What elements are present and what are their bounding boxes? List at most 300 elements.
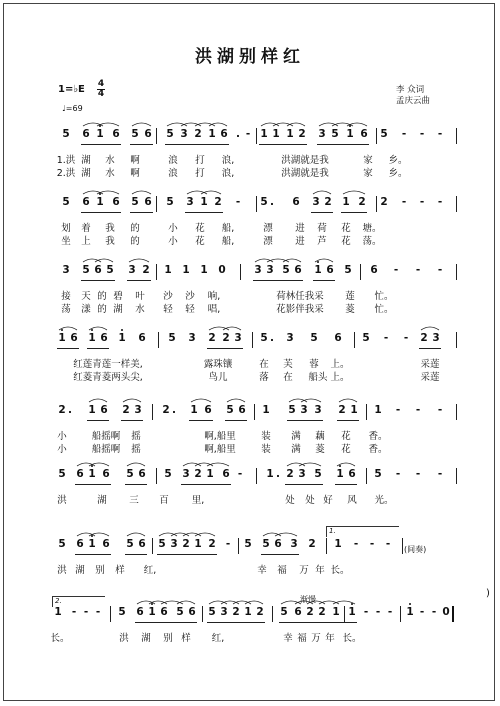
notation-row bbox=[0, 196, 500, 216]
note: 5 bbox=[62, 196, 70, 208]
lyric-word: 水 bbox=[105, 155, 115, 166]
beam-line bbox=[189, 420, 213, 421]
note: 3 bbox=[128, 264, 136, 276]
note: 1 bbox=[96, 128, 104, 140]
lyric-word: 洪湖就是我 bbox=[281, 168, 329, 179]
bar-line bbox=[344, 606, 345, 622]
lyric-word: 福 bbox=[297, 633, 307, 644]
lyric-word: 幸 bbox=[257, 565, 267, 576]
bar-line bbox=[456, 468, 457, 484]
note: 5 bbox=[362, 332, 370, 344]
lyric-word: 忙。 bbox=[374, 304, 394, 315]
lyric-word: 的 bbox=[130, 223, 140, 234]
volta-second: 2. bbox=[52, 596, 105, 607]
lyric-word: 小 bbox=[168, 223, 178, 234]
note: 5 bbox=[380, 128, 388, 140]
note: 2 bbox=[194, 128, 202, 140]
note: - bbox=[393, 264, 399, 276]
note: - bbox=[419, 128, 425, 140]
lyric-word: 别 bbox=[95, 565, 105, 576]
lyric-word: 花 bbox=[341, 431, 351, 442]
note: 6 bbox=[334, 332, 342, 344]
note: 1 bbox=[54, 606, 62, 618]
beam-line bbox=[57, 348, 79, 349]
note: 5 bbox=[310, 332, 318, 344]
lyric-word: 浪 bbox=[168, 155, 178, 166]
note: - bbox=[395, 404, 401, 416]
lyric-word: 满 bbox=[291, 444, 301, 455]
lyric-word: 我 bbox=[105, 223, 115, 234]
lyric-word: 2.洪 bbox=[56, 168, 76, 179]
lyric-word: 小 bbox=[57, 431, 67, 442]
final-bar bbox=[452, 606, 454, 622]
beam-line bbox=[345, 144, 369, 145]
note: 1 bbox=[164, 264, 172, 276]
beam-line bbox=[175, 622, 197, 623]
note: 2 bbox=[194, 468, 202, 480]
lyric-word: 进 bbox=[295, 236, 305, 247]
lyric-word: 三 bbox=[129, 495, 139, 506]
note: 1 bbox=[374, 404, 382, 416]
bar-line bbox=[354, 332, 355, 348]
lyric-word: 长。 bbox=[342, 633, 362, 644]
note: - bbox=[237, 468, 243, 480]
note: 6 bbox=[204, 404, 212, 416]
note: 6 bbox=[138, 332, 146, 344]
lyric-word: 塘。 bbox=[362, 223, 382, 234]
lyric-word: 水 bbox=[135, 304, 145, 315]
lyric-word: 万 bbox=[299, 565, 309, 576]
note: - bbox=[437, 264, 443, 276]
note: 3 bbox=[318, 128, 326, 140]
lyric-word: 乡。 bbox=[388, 155, 408, 166]
note: 1 bbox=[244, 606, 252, 618]
lyric-word: 上 bbox=[81, 236, 91, 247]
beam-line bbox=[130, 144, 153, 145]
beam-line bbox=[419, 348, 441, 349]
note: 3 bbox=[62, 264, 70, 276]
lyric-word: 上。 bbox=[330, 359, 350, 370]
lyric-word: 湖 bbox=[81, 168, 91, 179]
lyric-word: 浪, bbox=[221, 168, 235, 179]
interlude-label: (间奏) bbox=[404, 545, 427, 554]
note: 3 bbox=[314, 404, 322, 416]
octave-dot bbox=[349, 125, 351, 127]
note: 1 bbox=[346, 128, 354, 140]
note: 2 bbox=[214, 196, 222, 208]
lyric-line bbox=[0, 630, 500, 642]
note: 3 bbox=[312, 196, 320, 208]
lyric-word: 湖 bbox=[141, 633, 151, 644]
note: . bbox=[270, 196, 274, 208]
note: 5 bbox=[282, 264, 290, 276]
lyric-word: 红莲青莲一样美, bbox=[73, 359, 143, 370]
note: - bbox=[419, 196, 425, 208]
note: 1 bbox=[286, 128, 294, 140]
lyric-word: 着 bbox=[81, 223, 91, 234]
note: 6 bbox=[82, 128, 90, 140]
bar-line bbox=[456, 404, 457, 420]
note: 5 bbox=[166, 196, 174, 208]
note: 5 bbox=[106, 264, 114, 276]
beam-line bbox=[337, 420, 359, 421]
lyric-word: 红, bbox=[211, 633, 225, 644]
note: 2 bbox=[358, 196, 366, 208]
bar-line bbox=[252, 332, 253, 348]
note: - bbox=[383, 332, 389, 344]
bar-line bbox=[156, 196, 157, 212]
note: 3 bbox=[234, 332, 242, 344]
lyric-word: 装 bbox=[261, 431, 271, 442]
note: 5 bbox=[126, 538, 134, 550]
bar-line bbox=[376, 128, 377, 144]
note: - bbox=[437, 196, 443, 208]
note: 1 bbox=[314, 264, 322, 276]
lyricist: 李 众词 bbox=[395, 85, 425, 95]
bar-line bbox=[256, 468, 257, 484]
beam-line bbox=[130, 212, 153, 213]
lyric-word: 浪 bbox=[168, 168, 178, 179]
note: . bbox=[236, 128, 240, 140]
note: - bbox=[71, 606, 77, 618]
lyric-word: 摇 bbox=[131, 431, 141, 442]
note: 5 bbox=[244, 538, 252, 550]
notation-row bbox=[0, 606, 500, 626]
bar-line bbox=[456, 332, 457, 348]
note: 6 bbox=[238, 404, 246, 416]
lyric-word: 红, bbox=[143, 565, 157, 576]
note: 5 bbox=[158, 538, 166, 550]
note: - bbox=[415, 468, 421, 480]
lyric-word: 好 bbox=[323, 495, 333, 506]
note: 6 bbox=[360, 128, 368, 140]
lyric-word: 乡。 bbox=[388, 168, 408, 179]
lyric-word: 漾 bbox=[81, 304, 91, 315]
beam-line bbox=[285, 144, 307, 145]
beam-line bbox=[299, 420, 323, 421]
note: - bbox=[235, 196, 241, 208]
note: 5 bbox=[280, 606, 288, 618]
note: - bbox=[415, 264, 421, 276]
note: 6 bbox=[82, 196, 90, 208]
bar-line bbox=[376, 196, 377, 212]
octave-dot bbox=[99, 193, 101, 195]
note: - bbox=[431, 606, 437, 618]
bar-line bbox=[254, 404, 255, 420]
notation-row bbox=[0, 264, 500, 284]
note: 1 bbox=[406, 606, 414, 618]
credits bbox=[396, 85, 430, 107]
lyric-word: 碧 bbox=[113, 291, 123, 302]
lyric-word: 长。 bbox=[50, 633, 70, 644]
beam-line bbox=[341, 212, 367, 213]
lyric-word: 里, bbox=[191, 495, 205, 506]
lyric-word: 家 bbox=[363, 168, 373, 179]
note: 1 bbox=[350, 404, 358, 416]
note: 5 bbox=[164, 468, 172, 480]
beam-line bbox=[125, 484, 147, 485]
bar-line bbox=[456, 128, 457, 144]
note: 3 bbox=[170, 538, 178, 550]
beam-line bbox=[297, 484, 323, 485]
note: 2 bbox=[306, 606, 314, 618]
note: . bbox=[172, 404, 176, 416]
lyric-line bbox=[0, 301, 500, 313]
beam-line bbox=[95, 144, 121, 145]
note: - bbox=[83, 606, 89, 618]
lyric-word: 香。 bbox=[368, 444, 388, 455]
note: 6 bbox=[70, 332, 78, 344]
time-top: 4 bbox=[97, 79, 105, 89]
note: 5 bbox=[62, 128, 70, 140]
note: - bbox=[225, 538, 231, 550]
note: 6 bbox=[136, 606, 144, 618]
beam-line bbox=[273, 554, 299, 555]
bar-line bbox=[256, 196, 257, 212]
lyric-word: 船头 bbox=[308, 372, 328, 383]
lyric-word: 接 bbox=[61, 291, 71, 302]
lyric-word: 打 bbox=[195, 155, 205, 166]
note: 6 bbox=[292, 196, 300, 208]
note: - bbox=[437, 128, 443, 140]
beam-line bbox=[225, 420, 247, 421]
lyric-word: 天 bbox=[81, 291, 91, 302]
beam-line bbox=[221, 348, 243, 349]
bar-line bbox=[152, 538, 153, 554]
note: 5 bbox=[176, 606, 184, 618]
note: 3 bbox=[254, 264, 262, 276]
lyric-word: 坐 bbox=[61, 236, 71, 247]
note: 1 bbox=[182, 264, 190, 276]
note: 2 bbox=[420, 332, 428, 344]
note: 3 bbox=[134, 404, 142, 416]
note: 2 bbox=[308, 538, 316, 550]
lyric-word: 采莲 bbox=[420, 359, 440, 370]
note: 2 bbox=[256, 606, 264, 618]
beam-line bbox=[243, 622, 265, 623]
note: 3 bbox=[188, 332, 196, 344]
note: 3 bbox=[220, 606, 228, 618]
note: 3 bbox=[298, 468, 306, 480]
octave-dot bbox=[121, 329, 123, 331]
lyric-line bbox=[0, 428, 500, 440]
beam-line bbox=[125, 554, 147, 555]
octave-dot bbox=[339, 465, 341, 467]
note: - bbox=[353, 538, 359, 550]
note: 1 bbox=[118, 332, 126, 344]
lyric-line bbox=[0, 441, 500, 453]
beam-line bbox=[87, 420, 109, 421]
lyric-word: 湖 bbox=[81, 155, 91, 166]
note: 2 bbox=[338, 404, 346, 416]
lyric-word: 花 bbox=[341, 223, 351, 234]
lyric-word: 沙 bbox=[163, 291, 173, 302]
lyric-word: 啊,船里 bbox=[204, 431, 236, 442]
note: 2 bbox=[232, 606, 240, 618]
bar-line bbox=[366, 404, 367, 420]
note: 3 bbox=[180, 128, 188, 140]
time-bottom: 4 bbox=[97, 89, 105, 99]
note: 6 bbox=[222, 468, 230, 480]
note: - bbox=[401, 196, 407, 208]
lyric-word: 藕 bbox=[315, 431, 325, 442]
beam-line bbox=[313, 280, 335, 281]
lyric-word: 的 bbox=[97, 291, 107, 302]
lyric-word: 进 bbox=[295, 223, 305, 234]
note: . bbox=[68, 404, 72, 416]
lyric-word: 啊,船里 bbox=[204, 444, 236, 455]
lyric-line bbox=[0, 220, 500, 232]
octave-dot bbox=[351, 603, 353, 605]
lyric-word: 漂 bbox=[263, 236, 273, 247]
note: 6 bbox=[294, 264, 302, 276]
lyric-line bbox=[0, 369, 500, 381]
lyric-word: 香。 bbox=[368, 431, 388, 442]
bar-line bbox=[400, 606, 401, 622]
lyric-word: 湖 bbox=[113, 304, 123, 315]
note: 5 bbox=[166, 128, 174, 140]
lyric-word: 菱 bbox=[315, 444, 325, 455]
note: 1 bbox=[262, 404, 270, 416]
song-title: 洪湖别样红 bbox=[195, 47, 305, 67]
lyric-word: 唱, bbox=[207, 304, 221, 315]
beam-line bbox=[205, 484, 231, 485]
tempo-mark: ♩=69 bbox=[62, 104, 83, 113]
note: - bbox=[363, 606, 369, 618]
lyric-word: 处 bbox=[285, 495, 295, 506]
bar-line bbox=[240, 264, 241, 280]
note: 6 bbox=[100, 332, 108, 344]
lyric-word: 荡 bbox=[61, 304, 71, 315]
beam-line bbox=[331, 622, 357, 623]
note: 3 bbox=[266, 264, 274, 276]
note: 1 bbox=[88, 538, 96, 550]
lyric-word: 在 bbox=[283, 372, 293, 383]
lyric-word: 菱 bbox=[345, 304, 355, 315]
octave-dot bbox=[99, 125, 101, 127]
note: 1 bbox=[200, 196, 208, 208]
note: 5 bbox=[58, 468, 66, 480]
bar-line bbox=[360, 264, 361, 280]
ritardando-mark: 渐慢 bbox=[300, 595, 316, 604]
lyric-word: 船, bbox=[221, 236, 235, 247]
lyric-word: 芙 bbox=[283, 359, 293, 370]
octave-dot bbox=[91, 535, 93, 537]
note: 6 bbox=[100, 404, 108, 416]
lyric-word: 漂 bbox=[263, 223, 273, 234]
lyric-word: 船摇啊 bbox=[91, 444, 121, 455]
beam-line bbox=[87, 484, 111, 485]
note: 5 bbox=[374, 468, 382, 480]
note: 5 bbox=[131, 128, 139, 140]
lyric-word: 在 bbox=[259, 359, 269, 370]
note: 2 bbox=[122, 404, 130, 416]
beam-line bbox=[281, 280, 303, 281]
note: 3 bbox=[290, 538, 298, 550]
note: 2 bbox=[208, 538, 216, 550]
bar-line bbox=[256, 128, 257, 144]
note: 6 bbox=[138, 538, 146, 550]
note: - bbox=[369, 538, 375, 550]
note: - bbox=[95, 606, 101, 618]
note: 1 bbox=[88, 468, 96, 480]
bar-line bbox=[156, 128, 157, 144]
lyric-word: 轻 bbox=[185, 304, 195, 315]
note: 5 bbox=[288, 404, 296, 416]
lyric-word: 洪湖就是我 bbox=[281, 155, 329, 166]
note: 6 bbox=[160, 606, 168, 618]
lyric-word: 荷林任我采 bbox=[276, 291, 324, 302]
lyric-word: 样 bbox=[181, 633, 191, 644]
note: 6 bbox=[274, 538, 282, 550]
note: - bbox=[403, 332, 409, 344]
note: 6 bbox=[112, 196, 120, 208]
bar-line bbox=[366, 468, 367, 484]
lyric-word: 小 bbox=[57, 444, 67, 455]
lyric-word: 芦 bbox=[317, 236, 327, 247]
note: 1 bbox=[260, 128, 268, 140]
lyric-word: 花 bbox=[195, 223, 205, 234]
note: 2 bbox=[286, 468, 294, 480]
note: - bbox=[401, 128, 407, 140]
lyric-word: 露珠镶 bbox=[203, 359, 233, 370]
note: 1 bbox=[148, 606, 156, 618]
bar-line bbox=[456, 196, 457, 212]
note: 6 bbox=[348, 468, 356, 480]
lyric-word: 沙 bbox=[185, 291, 195, 302]
note: 2 bbox=[182, 538, 190, 550]
bar-line bbox=[152, 404, 153, 420]
notation-row bbox=[0, 128, 500, 148]
note: 5 bbox=[168, 332, 176, 344]
octave-dot bbox=[61, 329, 63, 331]
lyric-word: 家 bbox=[363, 155, 373, 166]
lyric-word: 上。 bbox=[330, 372, 350, 383]
lyric-word: 洪 bbox=[119, 633, 129, 644]
note: 6 bbox=[94, 264, 102, 276]
lyric-word: 百 bbox=[159, 495, 169, 506]
lyric-word: 花 bbox=[341, 236, 351, 247]
note: 1 bbox=[272, 128, 280, 140]
note: 1 bbox=[88, 332, 96, 344]
lyric-word: 福 bbox=[277, 565, 287, 576]
note: 5 bbox=[262, 538, 270, 550]
note: - bbox=[395, 468, 401, 480]
side-mark: ) bbox=[486, 588, 490, 599]
note: 1 bbox=[206, 468, 214, 480]
note: 5 bbox=[118, 606, 126, 618]
note: 2 bbox=[318, 606, 326, 618]
lyric-line bbox=[0, 233, 500, 245]
note: - bbox=[437, 468, 443, 480]
lyric-word: 年 bbox=[315, 565, 325, 576]
beam-line bbox=[87, 348, 109, 349]
lyric-word: 叶 bbox=[135, 291, 145, 302]
lyric-word: 蓉 bbox=[309, 359, 319, 370]
lyric-word: 荡。 bbox=[362, 236, 382, 247]
notation-row bbox=[0, 404, 500, 424]
lyric-word: 装 bbox=[261, 444, 271, 455]
note: 3 bbox=[182, 468, 190, 480]
lyric-word: 啊 bbox=[130, 155, 140, 166]
beam-line bbox=[87, 554, 111, 555]
note: 2 bbox=[58, 404, 66, 416]
lyric-word: 1.洪 bbox=[56, 155, 76, 166]
lyric-word: 花影伴我采 bbox=[276, 304, 324, 315]
note: 1 bbox=[190, 404, 198, 416]
bar-line bbox=[402, 538, 403, 554]
note: . bbox=[270, 332, 274, 344]
